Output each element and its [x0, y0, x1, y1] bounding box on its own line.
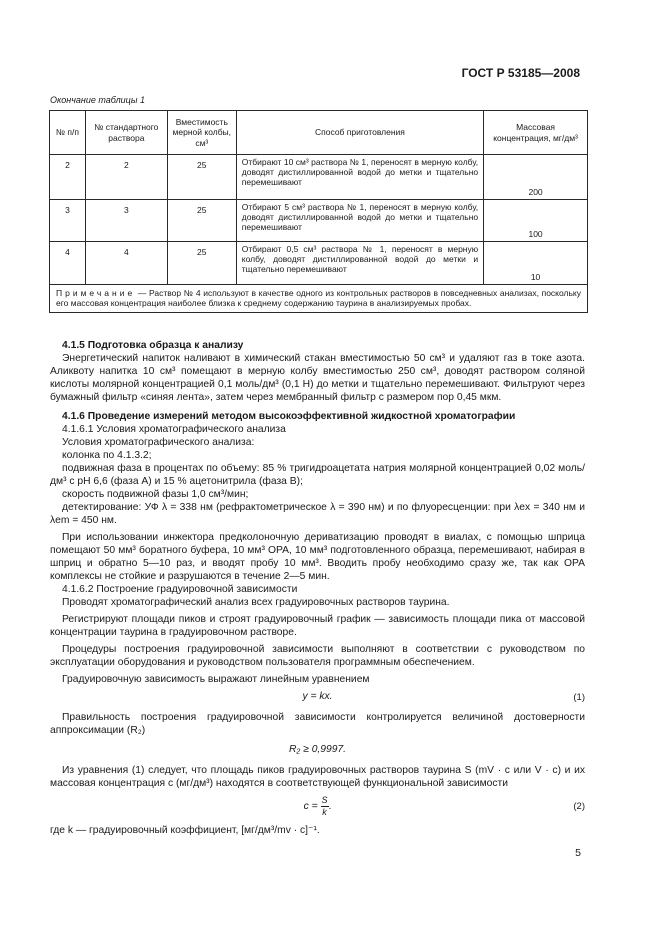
calibration-paragraph: Правильность построения градуировочной зависимости контролируется величиной достоверности аппроксимации (R₂) [50, 712, 585, 736]
cell-volume: 25 [167, 242, 236, 285]
col-header-concentration: Массовая концентрация, мг/дм³ [484, 111, 588, 155]
equation-1 [50, 690, 585, 707]
calibration-paragraph: Из уравнения (1) следует, что площадь пиков градуировочных растворов таурина S (mV · c или V · c) и их массовая концентрация c (мг/дм³) находятся в соответствующей функциональной зависимости [50, 765, 585, 789]
equation-2-number: (2) [573, 801, 585, 812]
subsection-title-4-1-6-2: 4.1.6.2 Построение градуировочной зависимости [62, 584, 298, 595]
cell-solution: 3 [85, 200, 167, 242]
note-text: — Раствор № 4 используют в качестве одного из контрольных растворов в повседневных анализах, поскольку его массовая концентрация наиболее близка к среднему содержанию таурина в анализируемых пробах. [56, 288, 581, 309]
subsection-title-4-1-6-1: 4.1.6.1 Условия хроматографического анализа [62, 424, 286, 435]
calibration-paragraph: Проводят хроматографический анализ всех градуировочных растворов таурина. [62, 597, 450, 608]
table-row [50, 200, 588, 242]
equation-2-lhs: c = [303, 801, 318, 813]
sample-prep-paragraph: Энергетический напиток наливают в химический стакан вместимостью 50 см³ и удаляют газ в токе азота. Аликвоту напитка 10 см³ помещают в мерную колбу вместимостью 250 см³, доводят раствором соляной кислоты молярной концентрацией 0,1 моль/дм³ (0,1 Н) до метки и тщательно перемешивают. Фильтруют через бумажный фильтр «синяя лента», затем через мембранный фильтр с размером пор 0,45 мкм. [50, 353, 585, 403]
conditions-intro: Условия хроматографического анализа: [62, 437, 255, 448]
condition-flow-rate: скорость подвижной фазы 1,0 см³/мин; [62, 489, 249, 500]
table-note [50, 285, 588, 313]
section-heading-4-1-5: 4.1.5 Подготовка образца к анализу [62, 340, 244, 351]
cell-method: Отбирают 0,5 см³ раствора № 1, переносят в мерную колбу, доводят дистиллированной водой до метки и тщательно перемешивают [236, 242, 483, 285]
equation-2-numerator: S [321, 795, 328, 805]
equation-1-number: (1) [573, 692, 585, 703]
equation-2-denominator: k [322, 807, 327, 817]
coefficient-definition: где k — градуировочный коэффициент, [мг/дм³/mv · c]⁻¹. [50, 825, 320, 836]
cell-concentration: 10 [484, 242, 588, 285]
condition-detection: детектирование: УФ λ = 338 нм (рефрактометрическое λ = 390 нм) и по флуоресценции: при λex = 340 нм и λem = 450 нм. [50, 502, 585, 526]
equation-r2-formula: R₂ ≥ 0,9997. [288, 744, 347, 755]
cell-concentration: 100 [484, 200, 588, 242]
col-header-number: № п/п [50, 111, 86, 155]
equation-2 [50, 795, 585, 821]
table-note-row [50, 285, 588, 313]
equation-1-formula: y = kx. [302, 691, 333, 702]
injector-paragraph: При использовании инжектора предколоночную дериватизацию проводят в виалах, с помощью шприца помещают 50 мм³ боратного буфера, 10 мм³ OPA, 10 мм³ подготовленного образца, перемешивают, набирая в шприц и обратно 5—10 раз, и вводят пробу 10 мм³. Вводить пробу необходимо сразу же, так как OPA комплексы не стойкие и разрушаются в течение 2—5 мин. [50, 532, 585, 582]
equation-2-period: . [328, 801, 332, 813]
cell-solution: 2 [85, 155, 167, 200]
col-header-solution: № стандартного раствора [85, 111, 167, 155]
equation-r2 [50, 743, 585, 760]
table-header-row [50, 111, 588, 155]
cell-number: 2 [50, 155, 86, 200]
cell-solution: 4 [85, 242, 167, 285]
cell-method: Отбирают 5 см³ раствора № 1, переносят в мерную колбу, доводят дистиллированной водой до метки и тщательно перемешивают [236, 200, 483, 242]
note-label: Примечание [56, 288, 136, 298]
cell-volume: 25 [167, 155, 236, 200]
page-number: 5 [575, 847, 581, 859]
col-header-volume: Вместимость мерной колбы, см³ [167, 111, 236, 155]
equation-2-fraction [321, 795, 329, 818]
calibration-paragraph: Процедуры построения градуировочной зависимости выполняют в соответствии с руководством по эксплуатации оборудования и руководством пользователя программным обеспечением. [50, 644, 585, 668]
table-caption: Окончание таблицы 1 [50, 95, 145, 105]
condition-column: колонка по 4.1.3.2; [62, 450, 152, 461]
cell-method: Отбирают 10 см³ раствора № 1, переносят в мерную колбу, доводят дистиллированной водой до метки и тщательно перемешивают [236, 155, 483, 200]
condition-mobile-phase: подвижная фаза в процентах по объему: 85 % тригидроацетата натрия молярной концентрацией 0,02 моль/дм³ с pH 6,6 (фаза А) и 15 % ацетонитрила (фаза В); [50, 463, 585, 487]
cell-volume: 25 [167, 200, 236, 242]
calibration-paragraph: Регистрируют площади пиков и строят градуировочный график — зависимость площади пика от массовой концентрации таурина в градуировочном растворе. [50, 614, 585, 638]
section-heading-4-1-6: 4.1.6 Проведение измерений методом высокоэффективной жидкостной хроматографии [62, 411, 516, 422]
cell-number: 3 [50, 200, 86, 242]
col-header-method: Способ приготовления [236, 111, 483, 155]
table-row [50, 155, 588, 200]
standard-solutions-table [49, 110, 588, 313]
table-row [50, 242, 588, 285]
cell-concentration: 200 [484, 155, 588, 200]
cell-number: 4 [50, 242, 86, 285]
document-code: ГОСТ Р 53185—2008 [461, 66, 580, 80]
document-body [50, 339, 585, 837]
calibration-paragraph: Градуировочную зависимость выражают линейным уравнением [62, 674, 370, 685]
